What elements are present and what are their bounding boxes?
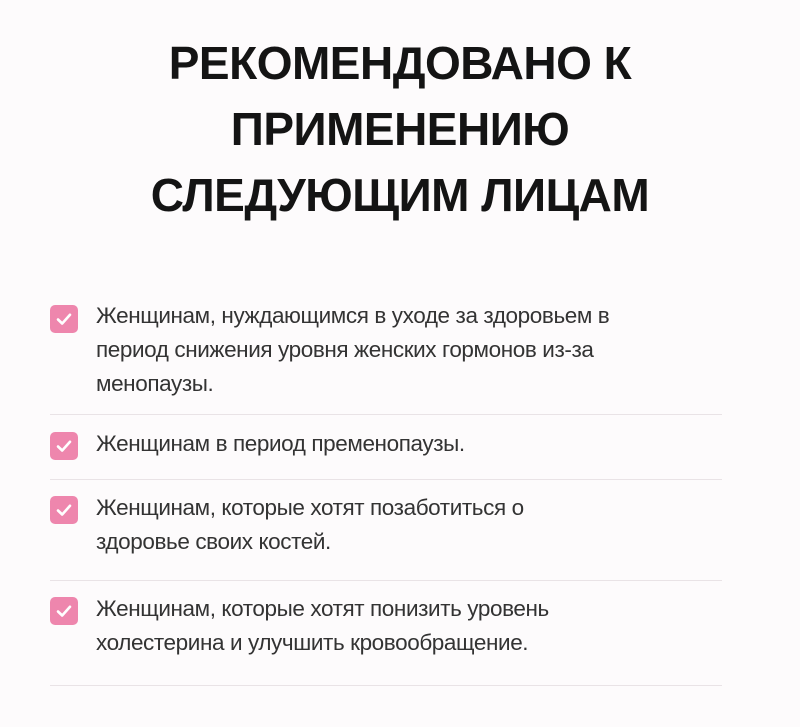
list-item-line: Женщинам, которые хотят позаботиться о — [96, 495, 524, 520]
list-item-text — [96, 415, 722, 461]
check-icon — [50, 496, 78, 524]
list-item — [50, 290, 722, 415]
title-line: СЛЕДУЮЩИМ ЛИЦАМ — [150, 169, 650, 221]
list-item-text — [96, 480, 722, 559]
list-item — [50, 480, 722, 581]
list-item-line: здоровье своих костей. — [96, 529, 331, 554]
title-line: ПРИМЕНЕНИЮ — [230, 103, 570, 155]
title-line: РЕКОМЕНДОВАНО К — [168, 37, 632, 89]
list-item — [50, 581, 722, 686]
list-item-line: период снижения уровня женских гормонов из-за — [96, 337, 594, 362]
list-item-line: Женщинам, которые хотят понизить уровень — [96, 596, 549, 621]
page-title — [0, 30, 800, 228]
list-item-line: холестерина и улучшить кровообращение. — [96, 630, 529, 655]
list-item-line: менопаузы. — [96, 371, 214, 396]
list-item-text — [96, 290, 722, 401]
check-icon — [50, 305, 78, 333]
check-icon — [50, 597, 78, 625]
list-item-line: Женщинам в период пременопаузы. — [96, 431, 465, 456]
check-icon — [50, 432, 78, 460]
list-item-text — [96, 581, 722, 660]
list-item — [50, 415, 722, 480]
recommendation-list — [50, 290, 722, 686]
list-item-line: Женщинам, нуждающимся в уходе за здоровьем в — [96, 303, 610, 328]
